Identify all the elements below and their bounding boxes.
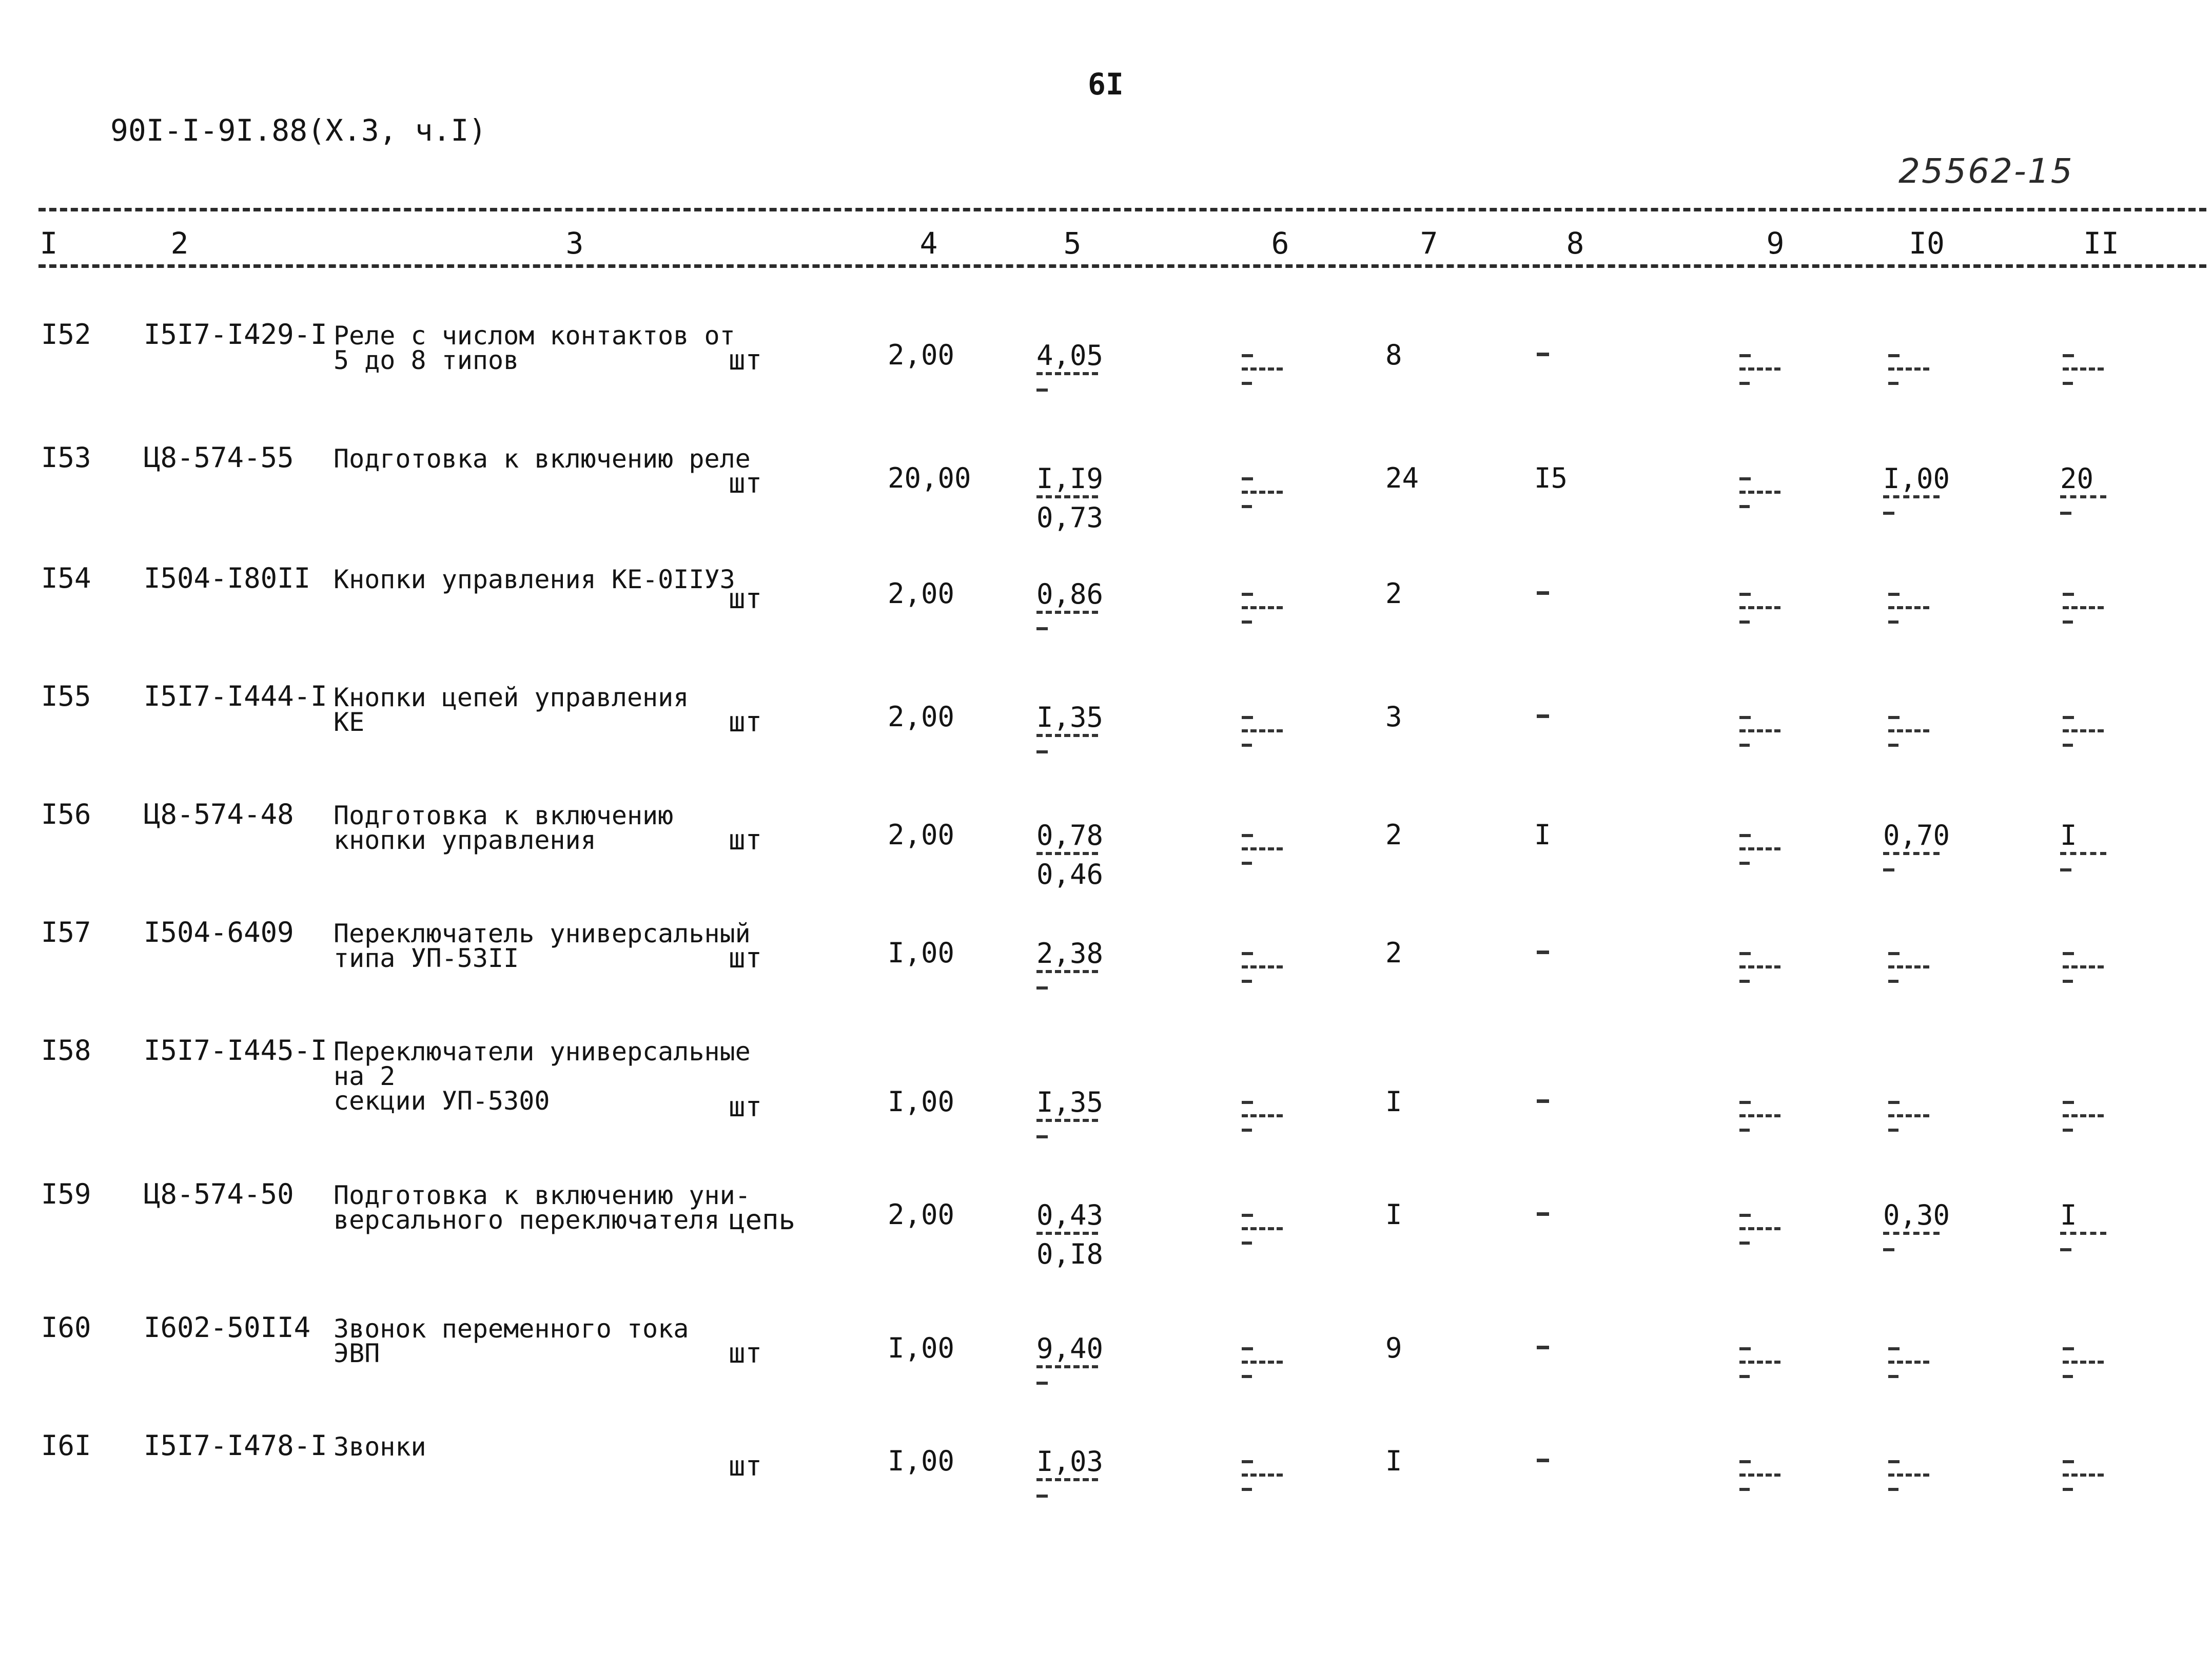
empty-dash xyxy=(1036,750,1048,753)
column-7-value: 3 xyxy=(1385,701,1402,733)
row-number: I55 xyxy=(41,680,91,712)
unit-cost-top: 9,40 xyxy=(1036,1332,1104,1365)
unit-cost-fraction xyxy=(1036,703,1119,753)
column-6-empty-stack xyxy=(1242,1214,1288,1245)
item-name-line: Переключатели универсальные xyxy=(334,1037,751,1067)
column-8-dash xyxy=(1537,1099,1549,1103)
item-name-line: версального переключателя xyxy=(334,1205,720,1235)
fraction-bar xyxy=(1036,1478,1098,1484)
column-8-dash xyxy=(1537,1459,1549,1462)
column-10-value: 0,30 xyxy=(1883,1199,1950,1231)
column-8-dash xyxy=(1537,591,1549,595)
fraction-bar xyxy=(2060,1232,2106,1238)
column-7-value: 2 xyxy=(1385,577,1402,610)
column-10-value: 0,70 xyxy=(1883,819,1950,851)
unit-cost-top: 0,78 xyxy=(1036,819,1104,851)
unit-of-measure: шт xyxy=(729,1450,762,1482)
column-11-empty-stack xyxy=(2063,354,2109,385)
unit-of-measure: шт xyxy=(729,583,762,615)
item-name-line: ЭВП xyxy=(334,1339,380,1368)
column-11-value: 20 xyxy=(2060,462,2094,495)
unit-cost-top: 0,86 xyxy=(1036,578,1104,610)
column-7-value: I xyxy=(1385,1086,1402,1118)
unit-of-measure: шт xyxy=(729,1091,762,1123)
price-code: I5I7-I444-I xyxy=(144,680,327,712)
price-code: Ц8-574-50 xyxy=(144,1178,294,1210)
unit-cost-fraction xyxy=(1036,341,1119,392)
column-11-empty-stack xyxy=(2063,593,2109,624)
column-6-empty-stack xyxy=(1242,1460,1288,1491)
price-code: I504-6409 xyxy=(144,916,294,948)
quantity-value: 20,00 xyxy=(888,462,971,494)
fraction-bar xyxy=(1883,495,1940,501)
row-number: I53 xyxy=(41,441,91,474)
item-name-line: Звонок переменного тока xyxy=(334,1314,689,1344)
unit-cost-fraction xyxy=(1036,821,1119,889)
unit-of-measure: шт xyxy=(729,467,762,499)
quantity-value: 2,00 xyxy=(888,339,955,371)
row-number: I52 xyxy=(41,318,91,351)
unit-cost-fraction xyxy=(1036,1088,1119,1138)
column-6-empty-stack xyxy=(1242,354,1288,385)
item-name-line: секции УП-5300 xyxy=(334,1086,550,1116)
column-8-dash xyxy=(1537,353,1549,356)
column-11-empty-stack xyxy=(2063,952,2109,983)
column-10-empty-stack xyxy=(1888,354,1934,385)
column-number: I0 xyxy=(1909,226,1945,261)
column-6-empty-stack xyxy=(1242,1101,1288,1132)
column-number: II xyxy=(2083,226,2119,261)
item-name-line: кнопки управления xyxy=(334,825,596,855)
fraction-bar xyxy=(1036,1119,1098,1125)
column-10-fraction xyxy=(1883,464,1965,515)
unit-cost-bottom: 0,46 xyxy=(1036,858,1104,890)
column-7-value: 24 xyxy=(1385,462,1419,494)
quantity-value: 2,00 xyxy=(888,701,955,733)
column-9-empty-stack xyxy=(1739,834,1786,865)
handwritten-code: 25562-15 xyxy=(1898,151,2074,191)
column-6-empty-stack xyxy=(1242,477,1288,508)
column-10-empty-stack xyxy=(1888,593,1934,624)
column-10-empty-stack xyxy=(1888,1460,1934,1491)
empty-dash xyxy=(1883,868,1894,871)
column-10-fraction xyxy=(1883,1201,1965,1251)
item-name-line: Кнопки цепей управления xyxy=(334,683,689,712)
quantity-value: 2,00 xyxy=(888,1198,955,1231)
unit-cost-fraction xyxy=(1036,939,1119,990)
column-11-fraction xyxy=(2060,464,2142,515)
column-number: 2 xyxy=(170,226,189,261)
column-10-empty-stack xyxy=(1888,1101,1934,1132)
unit-cost-fraction xyxy=(1036,1201,1119,1269)
fraction-bar xyxy=(1036,495,1098,501)
column-7-value: I xyxy=(1385,1198,1402,1231)
fraction-bar xyxy=(1036,734,1098,740)
empty-dash xyxy=(1036,1495,1048,1498)
quantity-value: 2,00 xyxy=(888,577,955,610)
quantity-value: I,00 xyxy=(888,1445,955,1477)
column-9-empty-stack xyxy=(1739,1460,1786,1491)
column-8-dash xyxy=(1537,951,1549,954)
column-8-value: I xyxy=(1534,819,1551,851)
unit-cost-fraction xyxy=(1036,580,1119,630)
price-code: I5I7-I478-I xyxy=(144,1429,327,1462)
item-name-line: Кнопки управления КЕ-0IIУ3 xyxy=(334,565,735,594)
column-7-value: I xyxy=(1385,1445,1402,1477)
item-name-line: Реле с числом контактов от xyxy=(334,321,735,351)
column-11-fraction xyxy=(2060,821,2142,871)
column-9-empty-stack xyxy=(1739,952,1786,983)
fraction-bar xyxy=(1036,1232,1098,1238)
row-number: I54 xyxy=(41,562,91,594)
row-number: I6I xyxy=(41,1429,91,1462)
empty-dash xyxy=(2060,868,2071,871)
unit-of-measure: шт xyxy=(729,344,762,376)
column-8-value: I5 xyxy=(1534,462,1568,494)
empty-dash xyxy=(2060,512,2071,515)
unit-cost-bottom: 0,73 xyxy=(1036,501,1104,534)
row-number: I57 xyxy=(41,916,91,948)
column-11-fraction xyxy=(2060,1201,2142,1251)
column-number: 3 xyxy=(565,226,584,261)
column-9-empty-stack xyxy=(1739,593,1786,624)
empty-dash xyxy=(1036,1382,1048,1385)
price-code: Ц8-574-55 xyxy=(144,441,294,474)
fraction-bar xyxy=(1036,372,1098,378)
empty-dash xyxy=(1036,627,1048,630)
column-8-dash xyxy=(1537,1346,1549,1349)
column-6-empty-stack xyxy=(1242,952,1288,983)
fraction-bar xyxy=(1036,611,1098,617)
column-10-fraction xyxy=(1883,821,1965,871)
fraction-bar xyxy=(2060,495,2106,501)
unit-cost-top: I,35 xyxy=(1036,701,1104,733)
fraction-bar xyxy=(1883,852,1940,858)
quantity-value: 2,00 xyxy=(888,819,955,851)
column-9-empty-stack xyxy=(1739,1214,1786,1245)
header-rule-top xyxy=(38,208,2206,211)
price-code: I504-I80II xyxy=(144,562,311,594)
column-9-empty-stack xyxy=(1739,354,1786,385)
row-number: I56 xyxy=(41,798,91,830)
column-11-value: I xyxy=(2060,1199,2077,1231)
document-code: 90I-I-9I.88(X.3, ч.I) xyxy=(110,113,487,148)
column-11-empty-stack xyxy=(2063,716,2109,747)
unit-of-measure: шт xyxy=(729,706,762,738)
column-7-value: 2 xyxy=(1385,937,1402,969)
fraction-bar xyxy=(1036,852,1098,858)
item-name-line: Подготовка к включению уни- xyxy=(334,1180,751,1210)
fraction-bar xyxy=(2060,852,2106,858)
column-number: I xyxy=(40,226,58,261)
column-number: 4 xyxy=(919,226,938,261)
column-11-empty-stack xyxy=(2063,1101,2109,1132)
column-9-empty-stack xyxy=(1739,1101,1786,1132)
unit-cost-top: 0,43 xyxy=(1036,1199,1104,1231)
fraction-bar xyxy=(1036,1365,1098,1371)
row-number: I58 xyxy=(41,1034,91,1067)
column-8-dash xyxy=(1537,1212,1549,1216)
item-name-line: Подготовка к включению реле xyxy=(334,444,751,474)
unit-of-measure: цепь xyxy=(729,1204,796,1236)
quantity-value: I,00 xyxy=(888,1332,955,1364)
item-name-line: Переключатель универсальный xyxy=(334,919,751,948)
column-6-empty-stack xyxy=(1242,593,1288,624)
price-code: Ц8-574-48 xyxy=(144,798,294,830)
unit-cost-bottom: 0,I8 xyxy=(1036,1238,1104,1270)
column-6-empty-stack xyxy=(1242,1347,1288,1378)
unit-cost-fraction xyxy=(1036,1447,1119,1498)
item-name-line: 5 до 8 типов xyxy=(334,345,519,375)
empty-dash xyxy=(2060,1248,2071,1251)
price-code: I5I7-I445-I xyxy=(144,1034,327,1067)
unit-cost-top: 4,05 xyxy=(1036,339,1104,372)
price-code: I5I7-I429-I xyxy=(144,318,327,351)
unit-cost-top: 2,38 xyxy=(1036,937,1104,970)
item-name-line: типа УП-53II xyxy=(334,943,519,973)
empty-dash xyxy=(1036,1135,1048,1138)
column-number: 9 xyxy=(1766,226,1785,261)
column-9-empty-stack xyxy=(1739,1347,1786,1378)
unit-cost-top: I,03 xyxy=(1036,1445,1104,1478)
column-11-empty-stack xyxy=(2063,1460,2109,1491)
column-7-value: 2 xyxy=(1385,819,1402,851)
column-9-empty-stack xyxy=(1739,716,1786,747)
item-name-line: Подготовка к включению xyxy=(334,801,674,830)
column-10-empty-stack xyxy=(1888,1347,1934,1378)
empty-dash xyxy=(1883,512,1894,515)
quantity-value: I,00 xyxy=(888,937,955,969)
item-name-line: Звонки xyxy=(334,1432,426,1462)
column-6-empty-stack xyxy=(1242,716,1288,747)
column-7-value: 8 xyxy=(1385,339,1402,371)
column-10-empty-stack xyxy=(1888,716,1934,747)
column-11-value: I xyxy=(2060,819,2077,851)
column-10-empty-stack xyxy=(1888,952,1934,983)
column-8-dash xyxy=(1537,714,1549,718)
unit-of-measure: шт xyxy=(729,824,762,856)
header-rule-bottom xyxy=(38,264,2206,268)
page-number: 6I xyxy=(1088,67,1124,102)
column-number: 6 xyxy=(1271,226,1289,261)
column-6-empty-stack xyxy=(1242,834,1288,865)
unit-of-measure: шт xyxy=(729,1337,762,1369)
price-code: I602-50II4 xyxy=(144,1311,311,1344)
fraction-bar xyxy=(1036,970,1098,976)
unit-cost-top: I,I9 xyxy=(1036,462,1104,495)
empty-dash xyxy=(1036,986,1048,990)
column-number: 8 xyxy=(1566,226,1584,261)
column-11-empty-stack xyxy=(2063,1347,2109,1378)
column-10-value: I,00 xyxy=(1883,462,1950,495)
quantity-value: I,00 xyxy=(888,1086,955,1118)
column-9-empty-stack xyxy=(1739,477,1786,508)
row-number: I59 xyxy=(41,1178,91,1210)
unit-cost-fraction xyxy=(1036,464,1119,532)
unit-cost-top: I,35 xyxy=(1036,1086,1104,1118)
empty-dash xyxy=(1036,389,1048,392)
empty-dash xyxy=(1883,1248,1894,1251)
unit-of-measure: шт xyxy=(729,942,762,974)
item-name-line: КЕ xyxy=(334,707,365,737)
unit-cost-fraction xyxy=(1036,1334,1119,1385)
fraction-bar xyxy=(1883,1232,1940,1238)
item-name-line: на 2 xyxy=(334,1061,396,1091)
column-number: 5 xyxy=(1063,226,1082,261)
column-number: 7 xyxy=(1420,226,1438,261)
column-7-value: 9 xyxy=(1385,1332,1402,1364)
row-number: I60 xyxy=(41,1311,91,1344)
